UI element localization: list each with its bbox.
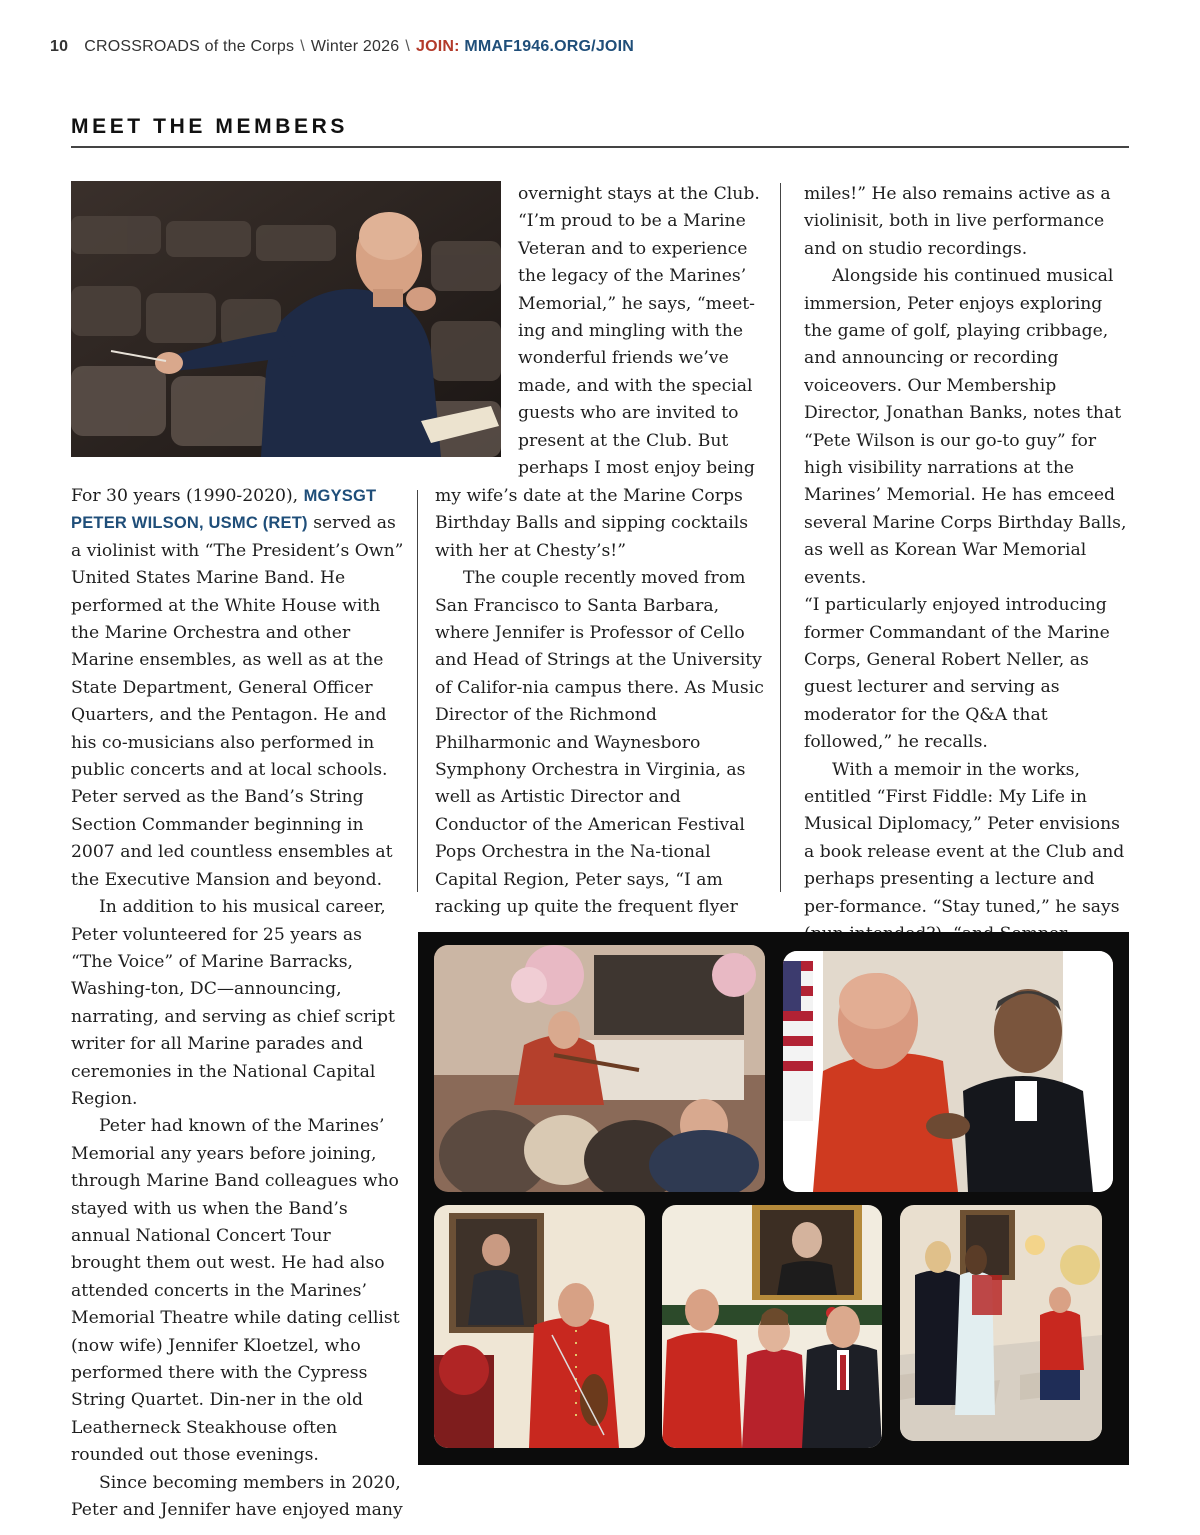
paragraph-memoir: With a memoir in the works, entitled “First Fiddle: My Life in Musical Diplomacy,” Peter envisions a book release event at the Club and perhaps presenting a lecture and per-formance. “Stay tuned,” he says [804, 759, 1125, 917]
collage-photo-performance [434, 945, 765, 1192]
col2-line: present at the Club. But [518, 430, 729, 451]
col2-line: Veteran and to experience [518, 238, 748, 259]
member-name: MGYSGT PETER WILSON, USMC (RET) [71, 487, 377, 533]
col2-line: overnight stays at the Club. [518, 184, 760, 204]
paragraph-intro [71, 483, 405, 894]
column-2 [435, 483, 769, 922]
portrait-photo [71, 181, 501, 457]
column-2-top [518, 181, 773, 482]
col2-line: guests who are invited to [518, 403, 739, 424]
col2-line: wonderful friends we’ve [518, 348, 729, 369]
column-divider-2 [780, 183, 781, 892]
intro-text-before: For 30 years (1990-2020), [71, 486, 299, 506]
section-title: MEET THE MEMBERS [71, 115, 348, 138]
join-link[interactable]: MMAF1946.ORG/JOIN [464, 38, 634, 55]
col2-line: ing and mingling with the [518, 321, 744, 342]
header-separator: \ [300, 38, 305, 55]
running-header [50, 38, 634, 56]
col2-line: made, and with the special [518, 375, 753, 396]
section-divider [71, 146, 1129, 148]
paragraph-voice: In addition to his musical career, Peter volunteered for 25 years as “The Voice” of Marine Barracks, Washing-ton, DC—announcing, narrating, and serving as chief script writer for all Marine parades and ceremonies in the National Capital Region. [71, 897, 395, 1109]
collage-photo-violinist-portrait [434, 1205, 645, 1448]
paragraph-violinist: miles!” He also remains active as a violinisit, both in live performance and on studio recordings. [804, 184, 1111, 259]
paragraph-memorial-history: Peter had known of the Marines’ Memorial any years before joining, through Marine Band colleagues who stayed with us when the Band’s annual National Concert Tour brought them out west. He had also attended concerts in the Marines’ Memorial Theatre while dating cellist (now wife) Jennifer Kloetzel, who performed there with the Cypress String Quartet. Din-ner in the old Leatherneck Steakhouse often rounded out those evenings. [71, 1116, 400, 1466]
publication-title: CROSSROADS of the Corps [84, 38, 295, 55]
paragraph-membership: Since becoming members in 2020, Peter and Jennifer have enjoyed many [71, 1472, 403, 1521]
intro-text-after: served as a violinist with “The President’s Own” United States Marine Band. He performed at the White House with the Marine Orchestra and other Marine ensembles, as well as at the State Department, General Officer Quarters, and the Pentagon. He and his co-musicians also performed in public concerts and at local schools. Peter served as the Band’s String Section Commander beginning in 2007 and led countless ensembles at the Executive Mansion and beyond. [71, 513, 404, 890]
collage-photo-group [662, 1205, 882, 1448]
col2-line: Memorial,” he says, “meet- [518, 293, 755, 314]
col2-line: perhaps I most enjoy being [518, 458, 755, 479]
column-1 [71, 483, 405, 1524]
paragraph-chestys: my wife’s date at the Marine Corps Birthday Balls and sipping cocktails with her at Chesty’s!” [435, 486, 749, 561]
col2-line: “I’m proud to be a Marine [518, 211, 746, 232]
join-label: JOIN: [415, 38, 460, 55]
collage-photo-conversation [783, 951, 1113, 1192]
header-separator-2: \ [405, 38, 410, 55]
collage-photo-dance [900, 1205, 1102, 1441]
column-3 [804, 181, 1134, 976]
col2-line: the legacy of the Marines’ [518, 266, 747, 287]
paragraph-quote-neller: “I particularly enjoyed introducing former Commandant of the Marine Corps, General Robert Neller, as guest lecturer and serving as moderator for the Q&A that followed,” he recalls. [804, 595, 1110, 753]
paragraph-santa-barbara: The couple recently moved from San Francisco to Santa Barbara, where Jennifer is Professor of Cello and Head of Strings at the University of Califor-nia campus there. As Music Director of the Richmond Philharmonic and Waynesboro Symphony Orchestra in Virginia, as well as Artistic Director and Conductor of the American Festival Pops Orchestra in the Na-tional Capital Region, Peter says, “I am racking up quite the frequent flyer [435, 568, 764, 918]
photo-collage [418, 932, 1129, 1465]
issue-date: Winter 2026 [310, 38, 400, 55]
paragraph-hobbies: Alongside his continued musical immersion, Peter enjoys exploring the game of golf, playing cribbage, and announcing or recording voiceovers. Our Membership Director, Jonathan Banks, notes that “Pete Wilson is our go-to guy” for high visibility narrations at the Marines’ Memorial. He has emceed several Marine Corps Birthday Balls, as well as Korean War Memorial events. [804, 266, 1127, 588]
column-divider-1 [417, 490, 418, 892]
page-number: 10 [50, 38, 69, 55]
